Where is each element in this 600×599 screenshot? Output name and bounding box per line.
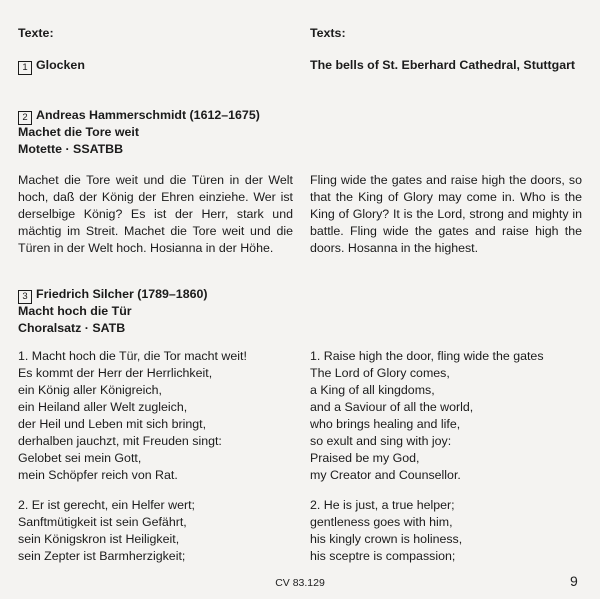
verse-line: Sanftmütigkeit ist sein Gefährt, (18, 515, 187, 529)
track-2-form: Motette · SSATBB (18, 142, 124, 156)
verse-line: his kingly crown is holiness, (310, 532, 463, 546)
verse-line: derhalben jauchzt, mit Freuden singt: (18, 434, 222, 448)
track-3-composer (18, 286, 208, 304)
page-number: 9 (570, 573, 578, 589)
track-3-verse-2 (18, 497, 195, 565)
track-3-work: Macht hoch die Tür (18, 304, 132, 318)
verse-line: Praised be my God, (310, 451, 420, 465)
track-3-composer-name: Friedrich Silcher (1789–1860) (36, 287, 208, 301)
track-2-text: Machet die Tore weit und die Türen in der Welt hoch, daß der König der Ehren einziehe. Wer ist derselbige König? Es ist der Herr, stark und mächtig im Streit. Machet die Tore weit und die Türen in der Welt hoch. Hosianna in der Höhe. (18, 173, 293, 255)
verse-line: mein Schöpfer reich von Rat. (18, 468, 178, 482)
verse-line: ein König aller Königreich, (18, 383, 162, 397)
track-1-title: Glocken (36, 58, 85, 72)
track-2-composer (18, 107, 260, 125)
verse-line: 2. He is just, a true helper; (310, 498, 455, 512)
track-3-verse-1-english (310, 348, 544, 484)
verse-line: 2. Er ist gerecht, ein Helfer wert; (18, 498, 195, 512)
track-number-box: 1 (18, 61, 32, 75)
verse-line: ein Heiland aller Welt zugleich, (18, 400, 188, 414)
track-2-work: Machet die Tore weit (18, 125, 139, 139)
track-number-box: 3 (18, 290, 32, 304)
verse-line: 1. Raise high the door, fling wide the gates (310, 349, 544, 363)
verse-line: The Lord of Glory comes, (310, 366, 450, 380)
track-2-text-english: Fling wide the gates and raise high the doors, so that the King of Glory may come in. Who is the King of Glory? It is the Lord, strong and mighty in battle. Fling wide the gates and raise high the doors. Hosanna in the highest. (310, 173, 582, 255)
german-heading: Texte: (18, 26, 54, 40)
verse-line: so exult and sing with joy: (310, 434, 452, 448)
track-3-verse-1 (18, 348, 247, 484)
verse-line: and a Saviour of all the world, (310, 400, 474, 414)
verse-line: sein Zepter ist Barmherzigkeit; (18, 549, 186, 563)
track-1-title-english: The bells of St. Eberhard Cathedral, Stuttgart (310, 58, 576, 72)
verse-line: a King of all kingdoms, (310, 383, 435, 397)
verse-line: my Creator and Counsellor. (310, 468, 461, 482)
verse-line: gentleness goes with him, (310, 515, 453, 529)
verse-line: sein Königskron ist Heiligkeit, (18, 532, 180, 546)
track-3-form: Choralsatz · SATB (18, 321, 126, 335)
verse-line: Es kommt der Herr der Herrlichkeit, (18, 366, 213, 380)
english-heading: Texts: (310, 26, 346, 40)
track-number-box: 2 (18, 111, 32, 125)
track-1-heading (18, 57, 85, 75)
catalog-number: CV 83.129 (275, 577, 325, 589)
track-2-composer-name: Andreas Hammerschmidt (1612–1675) (36, 108, 260, 122)
track-3-verse-2-english (310, 497, 462, 565)
verse-line: his sceptre is compassion; (310, 549, 456, 563)
verse-line: 1. Macht hoch die Tür, die Tor macht weit! (18, 349, 247, 363)
verse-line: Gelobet sei mein Gott, (18, 451, 142, 465)
verse-line: who brings healing and life, (310, 417, 461, 431)
verse-line: der Heil und Leben mit sich bringt, (18, 417, 207, 431)
